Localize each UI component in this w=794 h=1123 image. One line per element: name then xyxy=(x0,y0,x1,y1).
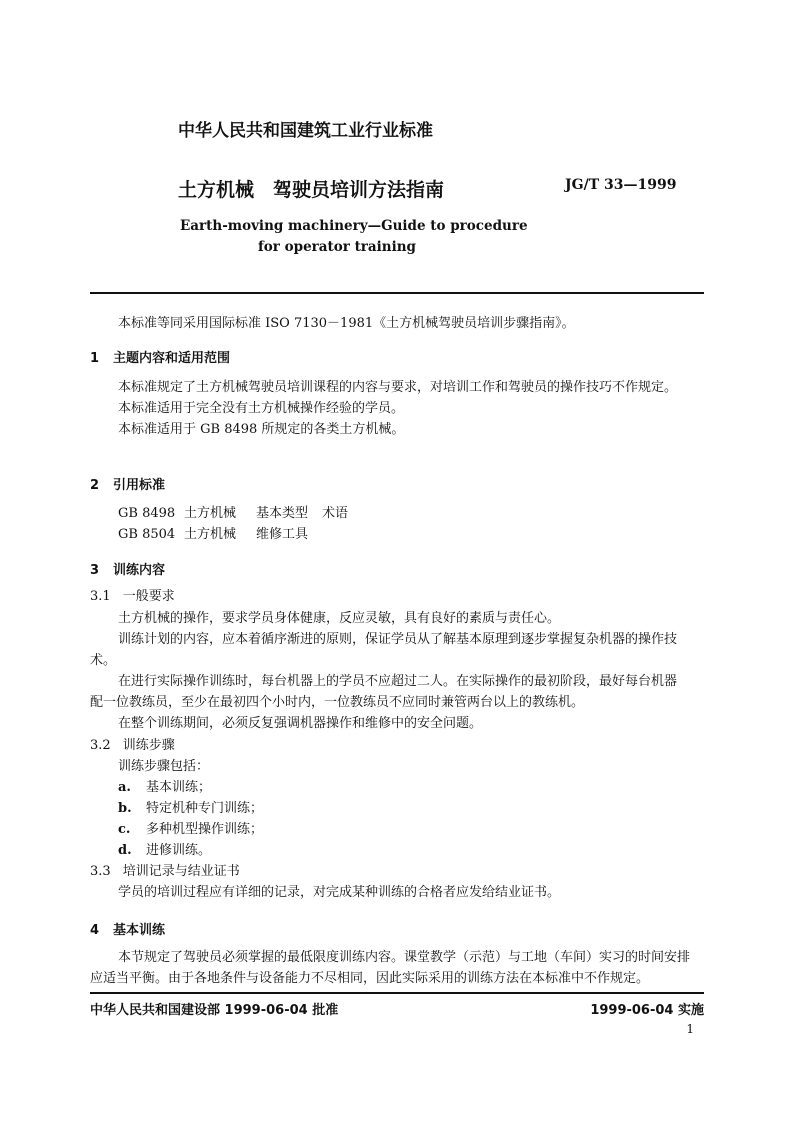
list-marker: b. xyxy=(118,801,132,816)
section-3-heading xyxy=(90,559,165,578)
section-title: 训练内容 xyxy=(113,563,166,578)
list-text: 进修训练。 xyxy=(146,843,212,858)
list-marker: d. xyxy=(118,843,132,858)
s31-paragraph-3-line-1: 在进行实际操作训练时，每台机器上的学员不应超过二人。在实际操作的最初阶段，最好每台机器 xyxy=(118,674,678,689)
s4-paragraph-line-2: 应适当平衡。由于各地条件与设备能力不尽相同，因此实际采用的训练方法在本标准中不作规定。 xyxy=(90,971,650,986)
section-number: 4 xyxy=(90,923,100,938)
section-title: 基本训练 xyxy=(113,923,166,938)
list-text: 多种机型操作训练； xyxy=(146,822,264,837)
s4-paragraph-line-1: 本节规定了驾驶员必须掌握的最低限度训练内容。课堂教学（示范）与工地（车间）实习的时间安排 xyxy=(118,950,691,965)
list-marker: c. xyxy=(118,822,131,837)
document-title-en-line2: for operator training xyxy=(258,239,416,255)
reference-title-part: 土方机械 xyxy=(184,506,237,521)
reference-title-part: 维修工具 xyxy=(256,527,309,542)
list-text: 基本训练； xyxy=(146,780,212,795)
reference-row xyxy=(118,506,348,522)
org-standard-title: 中华人民共和国建筑工业行业标准 xyxy=(178,121,433,141)
section-1-paragraph-1: 本标准规定了土方机械驾驶员培训课程的内容与要求，对培训工作和驾驶员的操作技巧不作规定。 xyxy=(118,380,678,395)
subsection-title: 训练步骤 xyxy=(122,738,175,753)
section-title: 引用标准 xyxy=(113,478,166,493)
intro-paragraph: 本标准等同采用国际标准 ISO 7130－1981《土方机械驾驶员培训步骤指南》。 xyxy=(118,316,575,331)
section-1-paragraph-2: 本标准适用于完全没有土方机械操作经验的学员。 xyxy=(118,401,405,416)
reference-title-part: 土方机械 xyxy=(184,527,237,542)
section-number: 3 xyxy=(90,563,100,578)
reference-title-part: 术语 xyxy=(322,506,349,521)
s31-paragraph-2-line-1: 训练计划的内容，应本着循序渐进的原则，保证学员从了解基本原理到逐步掌握复杂机器的操作技 xyxy=(118,632,678,647)
section-number: 1 xyxy=(90,351,100,366)
effective-date-line: 1999-06-04 实施 xyxy=(590,1003,704,1018)
reference-code: GB 8498 xyxy=(118,506,176,521)
reference-code: GB 8504 xyxy=(118,527,176,542)
document-title-cn: 土方机械 驾驶员培训方法指南 xyxy=(178,179,445,201)
s33-paragraph-1: 学员的培训过程应有详细的记录，对完成某种训练的合格者应发给结业证书。 xyxy=(118,885,561,900)
s31-paragraph-1: 土方机械的操作，要求学员身体健康，反应灵敏，具有良好的素质与责任心。 xyxy=(118,611,561,626)
subsection-number: 3.1 xyxy=(90,589,111,604)
header-divider xyxy=(90,292,704,294)
section-1-paragraph-3: 本标准适用于 GB 8498 所规定的各类土方机械。 xyxy=(118,422,405,437)
section-4-heading xyxy=(90,919,165,938)
s31-paragraph-4: 在整个训练期间，必须反复强调机器操作和维修中的安全问题。 xyxy=(118,716,483,731)
section-2-heading xyxy=(90,474,165,493)
subsection-3-2-heading xyxy=(90,738,175,754)
s31-paragraph-3-line-2: 配一位教练员，至少在最初四个小时内，一位教练员不应同时兼管两台以上的教练机。 xyxy=(90,695,585,710)
subsection-number: 3.3 xyxy=(90,864,111,879)
standard-number: JG/T 33—1999 xyxy=(565,177,677,193)
list-text: 特定机种专门训练； xyxy=(146,801,264,816)
document-title-en-line1: Earth-moving machinery—Guide to procedure xyxy=(180,218,528,234)
list-marker: a. xyxy=(118,780,131,795)
section-number: 2 xyxy=(90,478,100,493)
page-number: 1 xyxy=(686,1022,694,1036)
approval-line: 中华人民共和国建设部 1999-06-04 批准 xyxy=(90,1003,339,1018)
s31-paragraph-2-line-2: 术。 xyxy=(90,653,117,668)
subsection-3-3-heading xyxy=(90,864,240,880)
section-1-heading xyxy=(90,347,230,366)
subsection-3-1-heading xyxy=(90,589,175,605)
subsection-title: 培训记录与结业证书 xyxy=(122,864,240,879)
subsection-title: 一般要求 xyxy=(122,589,175,604)
list-item xyxy=(118,801,263,817)
subsection-number: 3.2 xyxy=(90,738,111,753)
reference-title-part: 基本类型 xyxy=(256,506,309,521)
list-item xyxy=(118,822,263,838)
s32-lead: 训练步骤包括： xyxy=(118,759,210,774)
list-item xyxy=(118,780,211,796)
footer-divider xyxy=(90,992,704,994)
reference-row xyxy=(118,527,322,543)
section-title: 主题内容和适用范围 xyxy=(113,351,231,366)
list-item xyxy=(118,843,211,859)
